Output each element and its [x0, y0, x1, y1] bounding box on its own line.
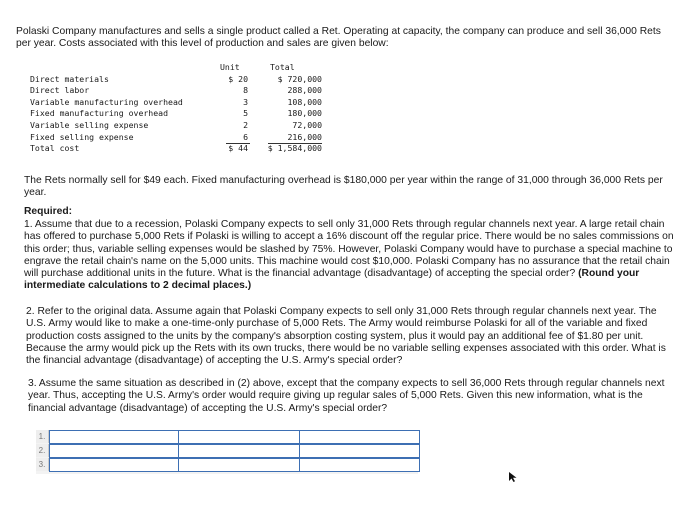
answer-select[interactable] — [178, 430, 300, 444]
row-unit: 5 — [243, 108, 248, 119]
unit-divider — [226, 143, 250, 144]
row-number: 2. — [36, 444, 49, 457]
row-total: 72,000 — [292, 119, 322, 130]
question-1-text: 1. Assume that due to a recession, Polaski Company expects to sell only 31,000 Rets through regular channels next year. A large retail chain has offered to purchase 5,000 Rets if Polaski is willing to accept a 16% discount off the regular price. There would be no sales commissions on this order; thus, variable selling expenses would be slashed by 75%. However, Polaski Company would have to purchase a special machine to engrave the retail chain's name on the 5,000 units. This machine would cost $10,000. Polaski Company has no assurance that the retail chain will purchase additional units in the future. What is the financial advantage (disadvantage) of accepting the special order? — [24, 219, 674, 280]
unit-column-header: Unit — [220, 62, 240, 72]
normal-price-text: The Rets normally sell for $49 each. Fixed manufacturing overhead is $180,000 per year within the range of 31,000 through 36,000 Rets per year. — [24, 175, 663, 199]
row-unit: $ 20 — [228, 73, 248, 84]
total-label: Total cost — [30, 143, 80, 154]
row-unit: 2 — [243, 119, 248, 130]
total-unit: $ 44 — [228, 143, 248, 154]
answer-value-input[interactable] — [299, 444, 420, 458]
row-label: Fixed selling expense — [30, 131, 134, 142]
row-unit: 6 — [243, 131, 248, 142]
total-divider — [268, 143, 322, 144]
answer-value-input[interactable] — [299, 430, 420, 444]
row-number: 3. — [36, 458, 49, 471]
total-column-header: Total — [270, 62, 295, 72]
row-unit: 3 — [243, 96, 248, 107]
question-1 — [24, 219, 674, 293]
row-label: Direct materials — [30, 73, 109, 84]
row-number: 1. — [36, 430, 49, 443]
answer-select[interactable] — [178, 458, 300, 472]
row-total: 180,000 — [287, 108, 322, 119]
row-label: Direct labor — [30, 85, 90, 96]
row-total: $ 720,000 — [277, 73, 322, 84]
answer-value-input[interactable] — [299, 458, 420, 472]
total-total: $ 1,584,000 — [267, 143, 322, 154]
row-total: 288,000 — [287, 85, 322, 96]
row-label: Variable manufacturing overhead — [30, 96, 183, 107]
row-label: Variable selling expense — [30, 119, 149, 130]
required-heading: Required: — [24, 206, 73, 217]
intro-text: Polaski Company manufactures and sells a single product called a Ret. Operating at capacity, the company can produce and sell 36,000 Rets per year. Costs associated with this level of production and sales are given below: — [16, 26, 661, 50]
question-3: 3. Assume the same situation as described in (2) above, except that the company expects to sell 36,000 Rets through regular channels next year. Thus, accepting the U.S. Army's order would require giving up regular sales of 5,000 Rets. Given this new information, what is the financial advantage (disadvantage) of accepting the U.S. Army's special order? — [28, 378, 665, 414]
row-total: 108,000 — [287, 96, 322, 107]
answer-label-input[interactable] — [49, 458, 179, 472]
answer-label-input[interactable] — [49, 444, 179, 458]
row-total: 216,000 — [287, 131, 322, 142]
arrow-cursor-icon — [508, 471, 518, 483]
question-2: 2. Refer to the original data. Assume again that Polaski Company expects to sell only 31,000 Rets through regular channels next year. The U.S. Army would like to make a one-time-only purchase of 5,000 Rets. The Army would reimburse Polaski for all of the variable and fixed production costs assigned to the units by the company's absorption costing system, plus it would pay an additional fee of $1.80 per unit. Because the army would pick up the Rets with its own trucks, there would be no variable selling expenses associated with this order. What is the financial advantage (disadvantage) of accepting the U.S. Army's special order? — [26, 306, 666, 367]
row-label: Fixed manufacturing overhead — [30, 108, 169, 119]
question-1-instruction: (Round your intermediate calculations to 2 decimal places.) — [24, 268, 640, 292]
answer-select[interactable] — [178, 444, 300, 458]
answer-label-input[interactable] — [49, 430, 179, 444]
row-unit: 8 — [243, 85, 248, 96]
